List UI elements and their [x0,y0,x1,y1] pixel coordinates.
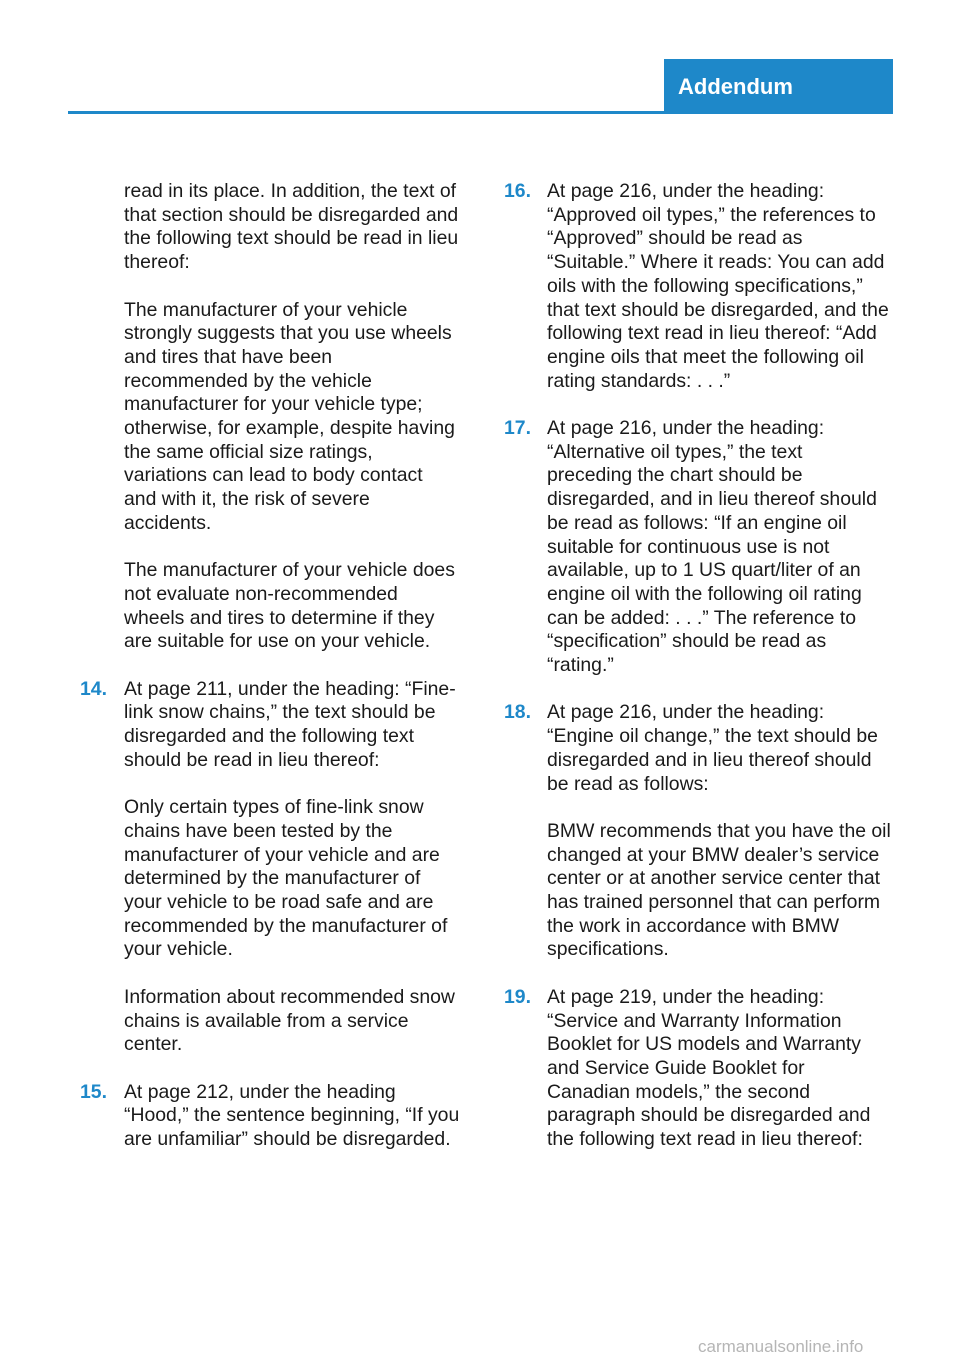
list-item-17 [492,417,892,678]
list-item-15 [68,1081,460,1152]
item-text: At page 216, under the heading: “Approved oil types,” the references to “Approved” should be read as “Suitable.” Where it reads: You can add oils with the following specifications,” that text should be disregarded, and the following text read in lieu thereof: “Add engine oils that meet the following oil rating standards: . . .” [547,180,889,392]
paragraph: read in its place. In addition, the text of that section should be disregarded and the following text should be read in lieu thereof: [124,180,459,274]
paragraph: The manufacturer of your vehicle strongly suggests that you use wheels and tires that have been recommended by the vehicle manufacturer for your vehicle type; otherwise, for example, despite having the same official size ratings, variations can lead to body contact and with it, the risk of severe accidents. [124,298,455,534]
item-text: At page 216, under the heading: “Alternative oil types,” the text preceding the chart should be disregarded, and in lieu thereof should be read as follows: “If an engine oil suitable for continuous use is not available, up to 1 US quart/liter of an engine oil with the following oil rating can be added: . . .” The reference to “specification” should be read as “rating.” [547,417,877,677]
item-number: 14. [80,677,107,700]
paragraph: BMW recommends that you have the oil changed at your BMW dealer’s service center or at another service center that has trained personnel that can perform the work in accordance with BMW specifications. [547,819,891,961]
item-number: 19. [504,985,531,1008]
watermark-text: carmanualsonline.info [698,1337,864,1356]
list-item-19 [492,986,892,1152]
list-item-16 [492,180,892,393]
right-column [492,180,892,1175]
item-text: At page 211, under the heading: “Fine-link snow chains,” the text should be disregarded and the following text should be read in lieu thereof: [124,677,456,771]
item-number: 18. [504,701,531,724]
paragraph: The manufacturer of your vehicle does not evaluate non-recommended wheels and tires to determine if they are suitable for use on your vehicle. [124,559,455,653]
paragraph: Information about recommended snow chains is available from a service center. [124,985,455,1056]
section-title: Addendum [678,74,793,99]
list-item-14 [68,678,460,773]
left-column [68,180,460,1175]
item-number: 15. [80,1080,107,1103]
item-text: At page 212, under the heading “Hood,” the sentence beginning, “If you are unfamiliar” should be disregarded. [124,1080,460,1151]
section-title-tab [664,59,893,114]
item-text: At page 216, under the heading: “Engine oil change,” the text should be disregarded and in lieu thereof should be read as follows: [547,701,878,795]
list-item-18 [492,701,892,796]
item-number: 17. [504,417,531,440]
item-text: At page 219, under the heading: “Service and Warranty Information Booklet for US models and Warranty and Service Guide Booklet for Canadian models,” the second paragraph should be disregarded and the following text read in lieu thereof: [547,985,871,1151]
item-number: 16. [504,180,531,202]
paragraph: Only certain types of fine-link snow chains have been tested by the manufacturer of your vehicle and are determined by the manufacturer of your vehicle to be road safe and are recommended by the manufacturer of your vehicle. [124,796,448,961]
